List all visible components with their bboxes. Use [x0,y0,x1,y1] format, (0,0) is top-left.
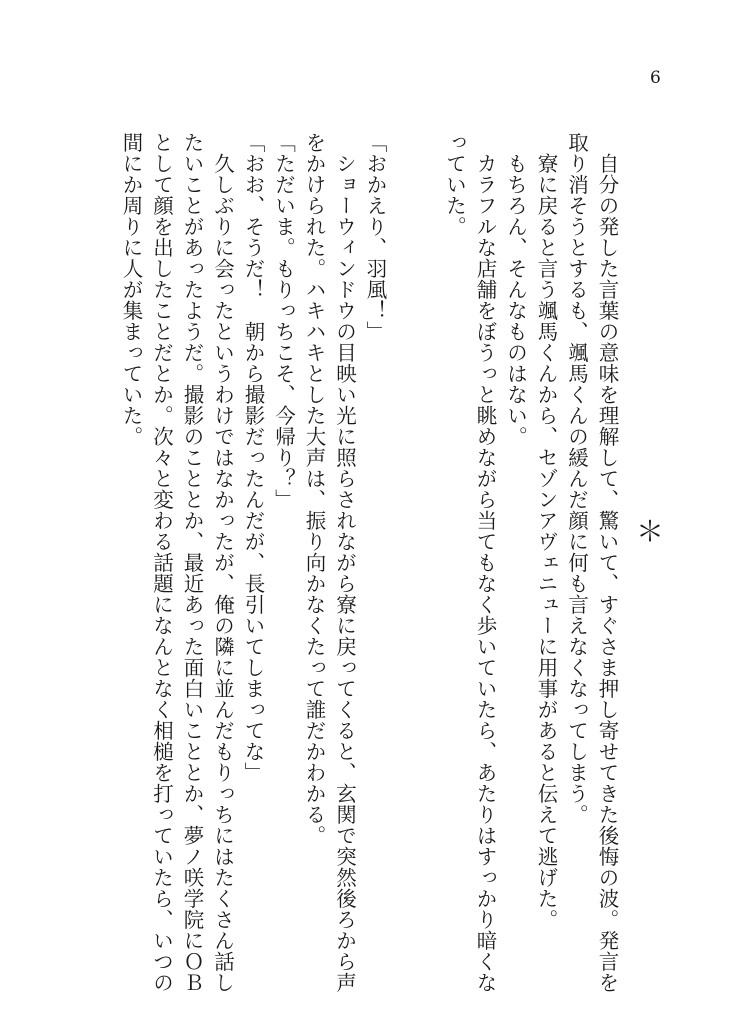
text-line: ショーウィンドウの目映い光に照らされながら寮に戻ってくると、玄関で突然後ろから声 [332,132,357,993]
text-line: 寮に戻ると言う颯馬くんから、セゾンアヴェニューに用事があると伝えて逃げた。 [534,132,558,930]
text-line: 取り消そうとするも、颯馬くんの緩んだ顔に何も言えなくなってしまう。 [564,132,589,825]
text-line: 間にか周りに人が集まっていた。 [119,132,143,447]
text-line: たいことがあったようだ。撮影のこととか、最近あった面白いこととか、夢ノ咲学院にＯＢ [180,132,204,993]
scene-separator: ＊ [636,515,665,548]
text-line: として顔を出したことだとか。次々と変わる話題になんとなく相槌を打っていたら、いつの [149,132,174,993]
text-line: っていた。 [442,132,467,237]
text-block-top [439,132,622,993]
page-number: 6 [650,68,661,88]
text-line: カラフルな店舗をぼうっと眺めながら当てもなく歩いていたら、あたりはすっかり暗くな [473,132,497,993]
text-block-bottom [116,132,391,993]
text-line: 自分の発した言葉の意味を理解して、驚いて、すぐさま押し寄せてきた後悔の波。発言を [595,132,619,993]
text-line: 「おかえり、羽風！」 [363,132,387,342]
text-line: をかけられた。ハキハキとした大声は、振り向かなくたって誰だかわかる。 [302,132,326,846]
text-line: 「ただいま。もりっちこそ、今帰り？」 [271,132,296,510]
text-line: 「おお、そうだ！ 朝から撮影だったんだが、長引いてしまってな」 [241,132,265,783]
text-line: もちろん、そんなものはない。 [503,132,528,447]
text-line: 久しぶりに会ったというわけではなかったが、俺の隣に並んだもりっちにはたくさん話し [210,132,235,993]
